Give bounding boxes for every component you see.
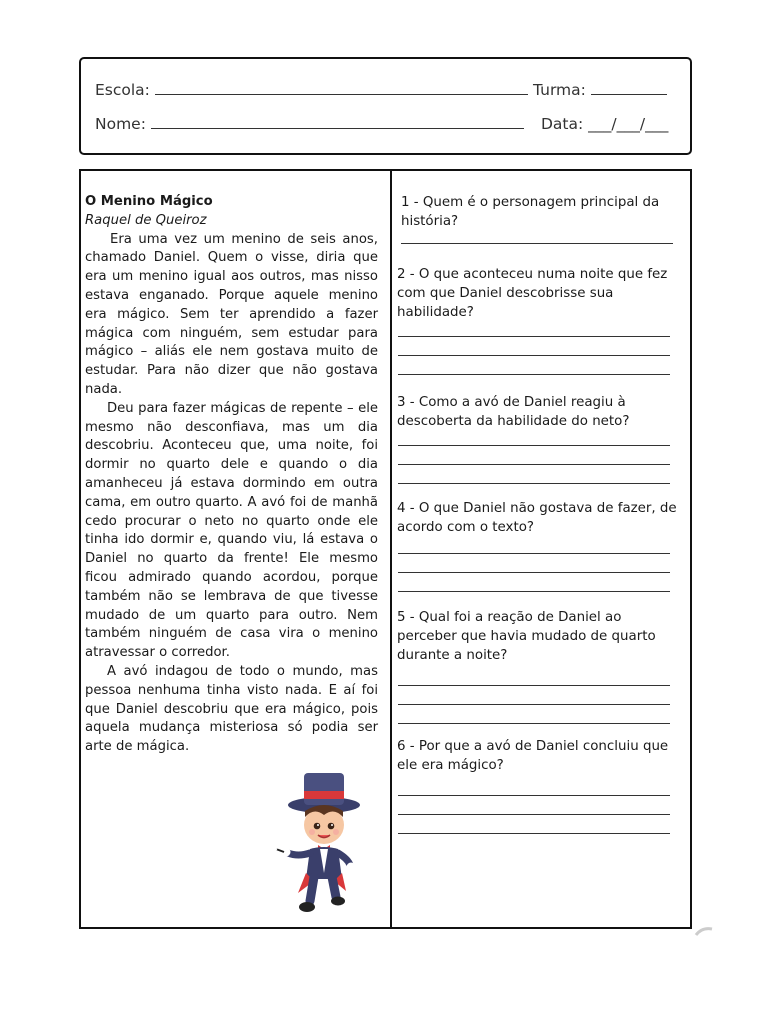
column-divider (390, 171, 392, 927)
story-author: Raquel de Queiroz (85, 212, 207, 228)
page-curl-icon (694, 926, 714, 936)
answer-line[interactable] (398, 336, 670, 337)
question-text: 4 - O que Daniel não gostava de fazer, de acordo com o texto? (397, 501, 677, 535)
question-text: 2 - O que aconteceu numa noite que fez com que Daniel descobrisse sua habilidade? (397, 267, 668, 320)
question-text: 3 - Como a avó de Daniel reagiu à descoberta da habilidade do neto? (397, 395, 630, 429)
answer-line[interactable] (401, 243, 673, 244)
class-row (533, 81, 667, 99)
answer-line[interactable] (398, 572, 670, 573)
answer-line[interactable] (398, 445, 670, 446)
school-row (95, 81, 528, 99)
answer-line[interactable] (398, 553, 670, 554)
answer-line[interactable] (398, 374, 670, 375)
answer-line[interactable] (398, 685, 670, 686)
question-2 (397, 265, 679, 375)
school-field[interactable] (155, 81, 528, 95)
question-5 (397, 608, 679, 724)
story-paragraph: Deu para fazer mágicas de repente – ele mesmo não desconfiava, mas um dia descobriu. Aconteceu que, uma noite, foi dormir no quarto dele e quando o dia amanheceu já estava dormindo em outra cama, em outro quarto. A avó foi de manhã cedo procurar o neto no quarto onde ele tinha ido dormir e, quando viu, lá estava o Daniel no quarto da frente! Ele mesmo ficou admirado quando acordou, porque também não se lembrava de que tivesse mudado de um quarto para outro. Nem também ninguém de casa vira o menino atravessar o corredor. (85, 400, 378, 661)
name-row (95, 115, 524, 133)
question-text: 1 - Quem é o personagem principal da história? (401, 195, 660, 229)
answer-line[interactable] (398, 833, 670, 834)
content-box (79, 169, 692, 929)
question-3 (397, 393, 679, 484)
answer-line[interactable] (398, 591, 670, 592)
answer-line[interactable] (398, 814, 670, 815)
magician-icon (274, 769, 364, 915)
answer-line[interactable] (398, 355, 670, 356)
story-paragraph: A avó indagou de todo o mundo, mas pessoa nenhuma tinha visto nada. E aí foi que Daniel descobriu que era mágico, pois aquela mudança misteriosa só podia ser arte de mágica. (85, 663, 378, 755)
school-label: Escola: (95, 81, 150, 99)
class-field[interactable] (591, 81, 667, 95)
answer-line[interactable] (398, 795, 670, 796)
question-text: 6 - Por que a avó de Daniel concluiu que ele era mágico? (397, 739, 669, 773)
story-paragraph: Era uma vez um menino de seis anos, chamado Daniel. Quem o visse, diria que era um menino igual aos outros, mas nisso estava enganado. Porque aquele menino era mágico. Sem ter aprendido a fazer mágica com ninguém, sem estudar para mágico – aliás ele nem gostava muito de estudar. Para não dizer que não gostava nada. (85, 231, 378, 397)
story-column (85, 193, 378, 757)
answer-line[interactable] (398, 464, 670, 465)
date-row (541, 115, 668, 133)
answer-line[interactable] (398, 704, 670, 705)
question-4 (397, 499, 679, 592)
date-label[interactable]: Data: ___/___/___ (541, 115, 669, 133)
name-label: Nome: (95, 115, 146, 133)
question-6 (397, 737, 679, 834)
answer-line[interactable] (398, 723, 670, 724)
class-label: Turma: (533, 81, 586, 99)
story-title: O Menino Mágico (85, 194, 213, 209)
question-1 (397, 193, 679, 244)
question-text: 5 - Qual foi a reação de Daniel ao perceber que havia mudado de quarto durante a noite? (397, 610, 656, 663)
student-info-box (79, 57, 692, 155)
answer-line[interactable] (398, 483, 670, 484)
name-field[interactable] (151, 115, 524, 129)
